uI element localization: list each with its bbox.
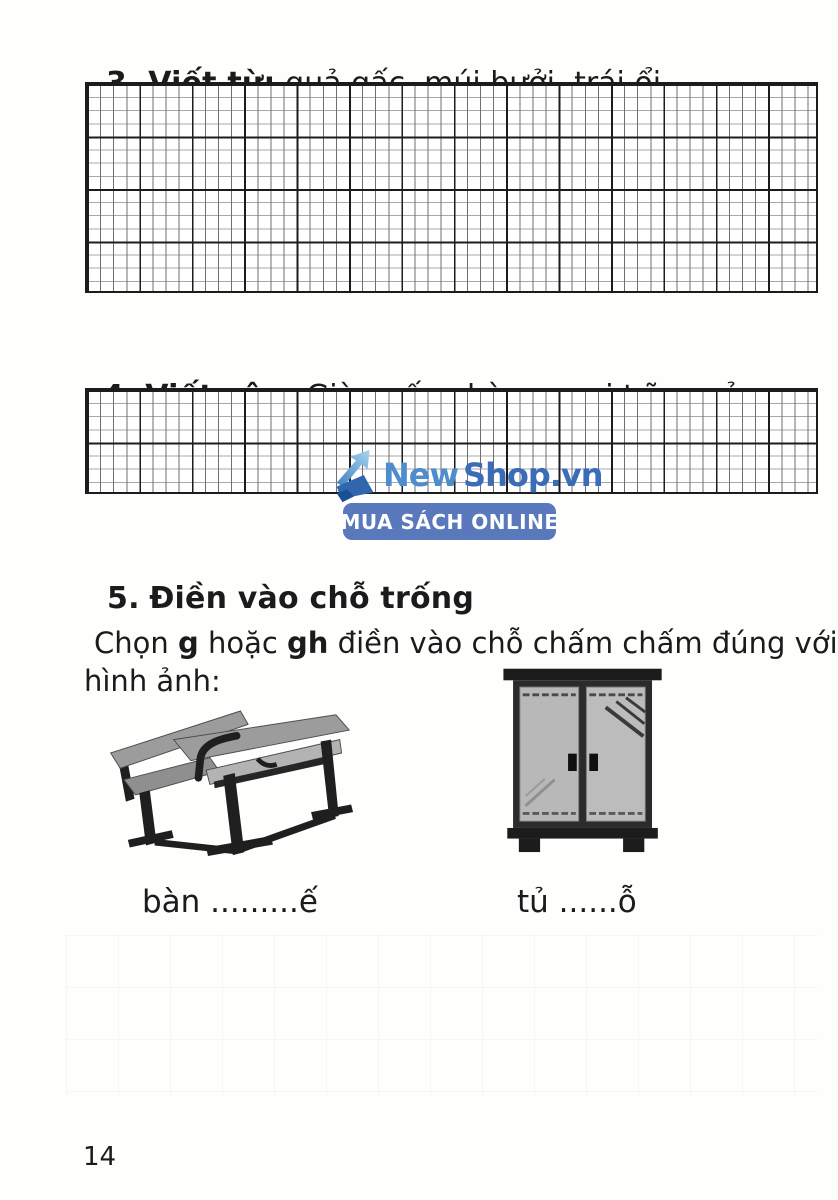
brand-shop-vn: Shop.vn (463, 456, 603, 494)
exercise5-heading (107, 581, 474, 617)
brand-new: New (383, 456, 459, 494)
badge-label: MUA SÁCH ONLINE (340, 509, 559, 534)
newshop-arrow-icon (334, 448, 380, 504)
newshop-watermark (334, 448, 603, 504)
choice-gh: gh (287, 626, 329, 660)
page-number: 14 (83, 1142, 117, 1172)
desk-bench-image (94, 690, 364, 857)
caption-cabinet-fill-in: tủ ......ỗ (517, 884, 637, 920)
choice-g: g (177, 626, 199, 660)
page-bleed-artifact (66, 935, 818, 1095)
handwriting-grid-exercise3 (85, 82, 818, 293)
cabinet-image (499, 661, 669, 854)
newshop-brand-text (383, 456, 603, 494)
exercise5-title: Điền vào chỗ trống (149, 581, 475, 616)
exercise5-instruction-line2: hình ảnh: (84, 664, 221, 698)
mua-sach-online-badge (340, 503, 559, 540)
exercise5-number: 5. (107, 581, 140, 616)
exercise5-instruction-line1: Chọn g hoặc gh điền vào chỗ chấm chấm đúng với (94, 626, 838, 660)
caption-desk-fill-in: bàn .........ế (142, 884, 318, 920)
